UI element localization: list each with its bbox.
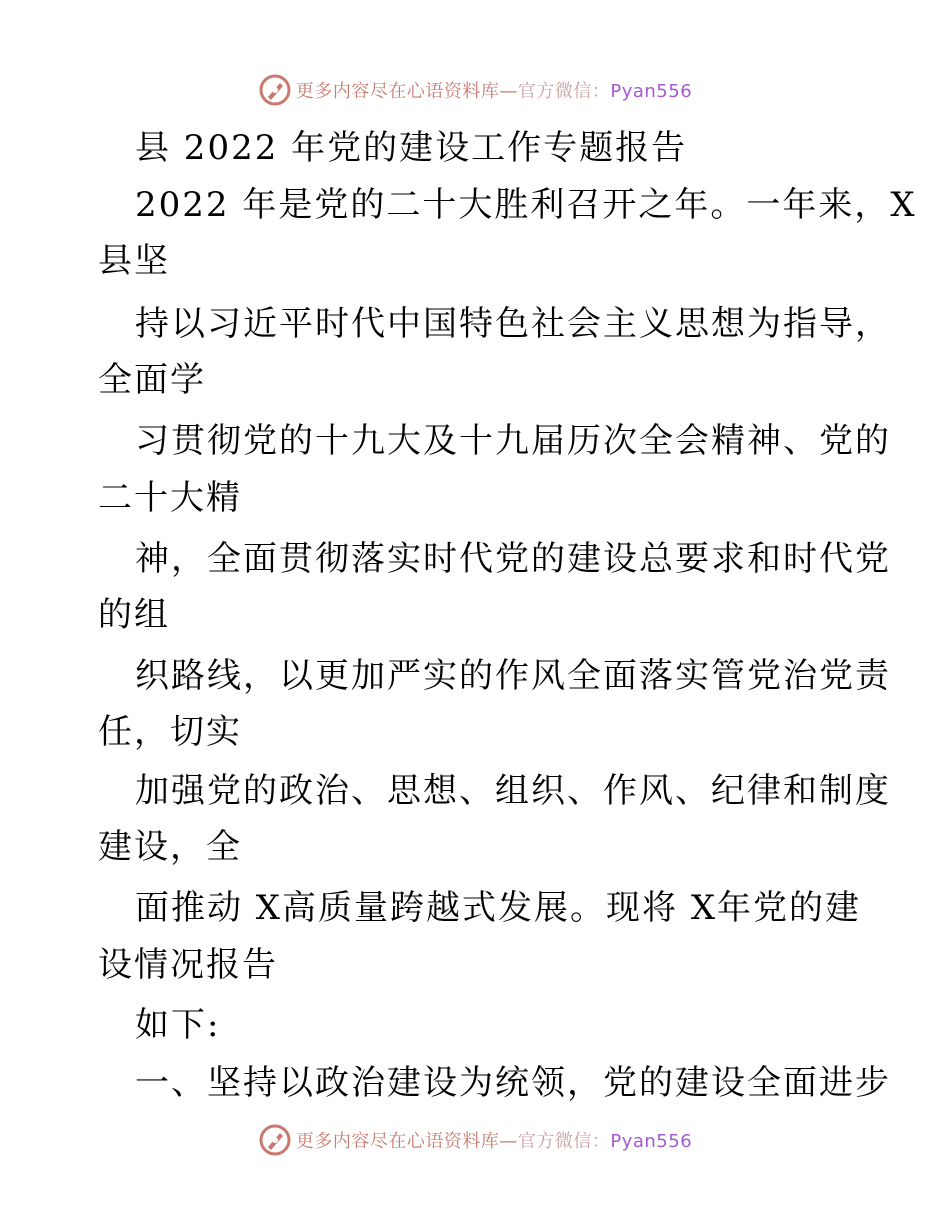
watermark-banner-bottom <box>0 1120 950 1160</box>
doc-line: 面推动 X高质量跨越式发展。现将 X年党的建 <box>135 888 862 928</box>
doc-line: 2022 年是党的二十大胜利召开之年。一年来，X <box>135 185 917 225</box>
doc-line: 织路线，以更加严实的作风全面落实管党治党责 <box>135 656 891 696</box>
doc-line: 习贯彻党的十九大及十九届历次全会精神、党的 <box>135 421 891 461</box>
doc-line: 的组 <box>98 595 170 635</box>
doc-line: 神，全面贯彻落实时代党的建设总要求和时代党 <box>135 539 891 579</box>
doc-line: 二十大精 <box>98 478 242 518</box>
doc-section-heading: 一、坚持以政治建设为统领，党的建设全面进步 <box>135 1063 891 1103</box>
watermark-text: 更多内容尽在心语资料库—官方微信：Pyan556 <box>295 81 693 102</box>
doc-line: 任，切实 <box>98 712 242 752</box>
watermark-text: 更多内容尽在心语资料库—官方微信：Pyan556 <box>295 1131 693 1152</box>
doc-line: 建设，全 <box>98 827 242 867</box>
doc-line: 县坚 <box>98 241 170 281</box>
doc-line: 如下: <box>135 1005 221 1045</box>
doc-title: 县 2022 年党的建设工作专题报告 <box>135 128 688 168</box>
doc-line: 持以习近平时代中国特色社会主义思想为指导， <box>135 304 891 344</box>
doc-line: 加强党的政治、思想、组织、作风、纪律和制度 <box>135 771 891 811</box>
doc-line: 全面学 <box>98 360 206 400</box>
doc-line: 设情况报告 <box>98 945 278 985</box>
pen-logo-icon <box>258 1123 292 1157</box>
